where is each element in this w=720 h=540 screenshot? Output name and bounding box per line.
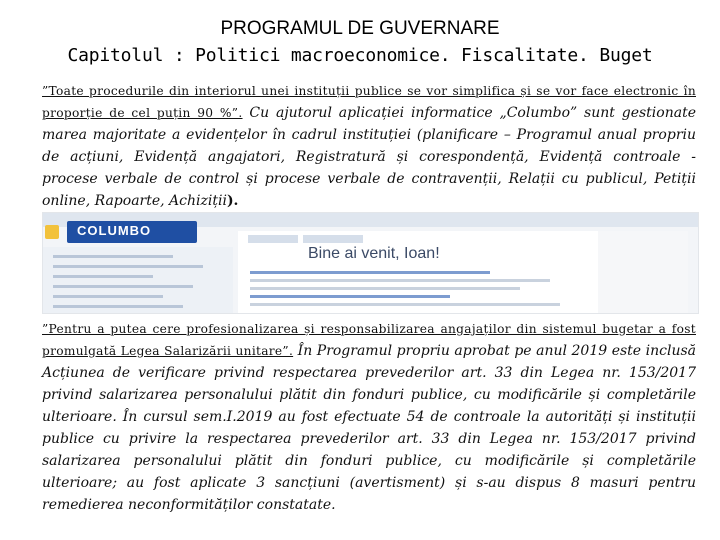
app-menu-icon: [45, 225, 59, 239]
app-main-panel: [238, 231, 688, 313]
text-program: În Programul propriu aprobat pe anul 2019 este inclusă Acțiunea de verificare privind respectarea prevederilor art. 33 din Legea nr. 153/2017 privind salarizarea personalului plătit din fonduri publice, cu modificările și completările ulterioare. În cursul sem.I.2019 au fost efectuate 54 de controale la autorități și instituții publice cu privire la respectarea prevederilor art. 33 din Legea nr. 153/2017 privind salarizarea personalului plătit din fonduri publice, cu modificările și completările ulterioare; au fost aplicate 3 sancțiuni (avertisment) și s-au dispus 8 masuri pentru remedierea neconformităților constatate.: [42, 343, 696, 513]
content-line: [250, 295, 450, 298]
sidebar-item: [53, 265, 203, 268]
app-tab: [248, 235, 298, 243]
text-columbo: Cu ajutorul aplicației informatice „Columbo” sunt gestionate marea majoritate a evidențelor în cadrul instituției (planificare – Programul anual propriu de acțiuni, Evidență angajatori, Registratură și corespondență, Evidență controale - procese verbale de control și procese verbale de contravenții, Relații cu publicul, Petiții online, Rapoarte, Achiziții: [42, 105, 696, 209]
content-line: [250, 279, 550, 282]
paragraph-simplification: [42, 80, 696, 212]
columbo-logo-text: COLUMBO: [77, 223, 152, 238]
quote-salarizare: ”Pentru a putea cere profesionalizarea și responsabilizarea angajaților din sistemul bugetar a fost promulgată Legea Salarizării unitare”.: [42, 322, 696, 358]
sidebar-item: [53, 285, 193, 288]
app-tab: [303, 235, 363, 243]
columbo-screenshot: [42, 212, 699, 314]
sidebar-item: [53, 275, 153, 278]
content-line: [250, 271, 490, 274]
quote-simplification: ”Toate procedurile din interiorul unei instituții publice se vor simplifica și se vor face electronic în proporție de cel puțin 90 %”.: [42, 84, 696, 120]
paragraph-salarizare: [42, 318, 696, 516]
content-line: [250, 287, 520, 290]
welcome-text: Bine ai venit, Ioan!: [308, 245, 440, 262]
app-sidebar: [43, 247, 233, 313]
chapter-subtitle: Capitolul : Politici macroeconomice. Fiscalitate. Buget: [67, 45, 653, 66]
sidebar-item: [53, 255, 173, 258]
page-title: PROGRAMUL DE GUVERNARE: [220, 18, 500, 39]
text-end: ).: [226, 193, 239, 209]
columbo-logo: [67, 221, 197, 243]
app-right-panel: [598, 231, 688, 313]
sidebar-item: [53, 295, 163, 298]
sidebar-item: [53, 305, 183, 308]
content-line: [250, 303, 560, 306]
